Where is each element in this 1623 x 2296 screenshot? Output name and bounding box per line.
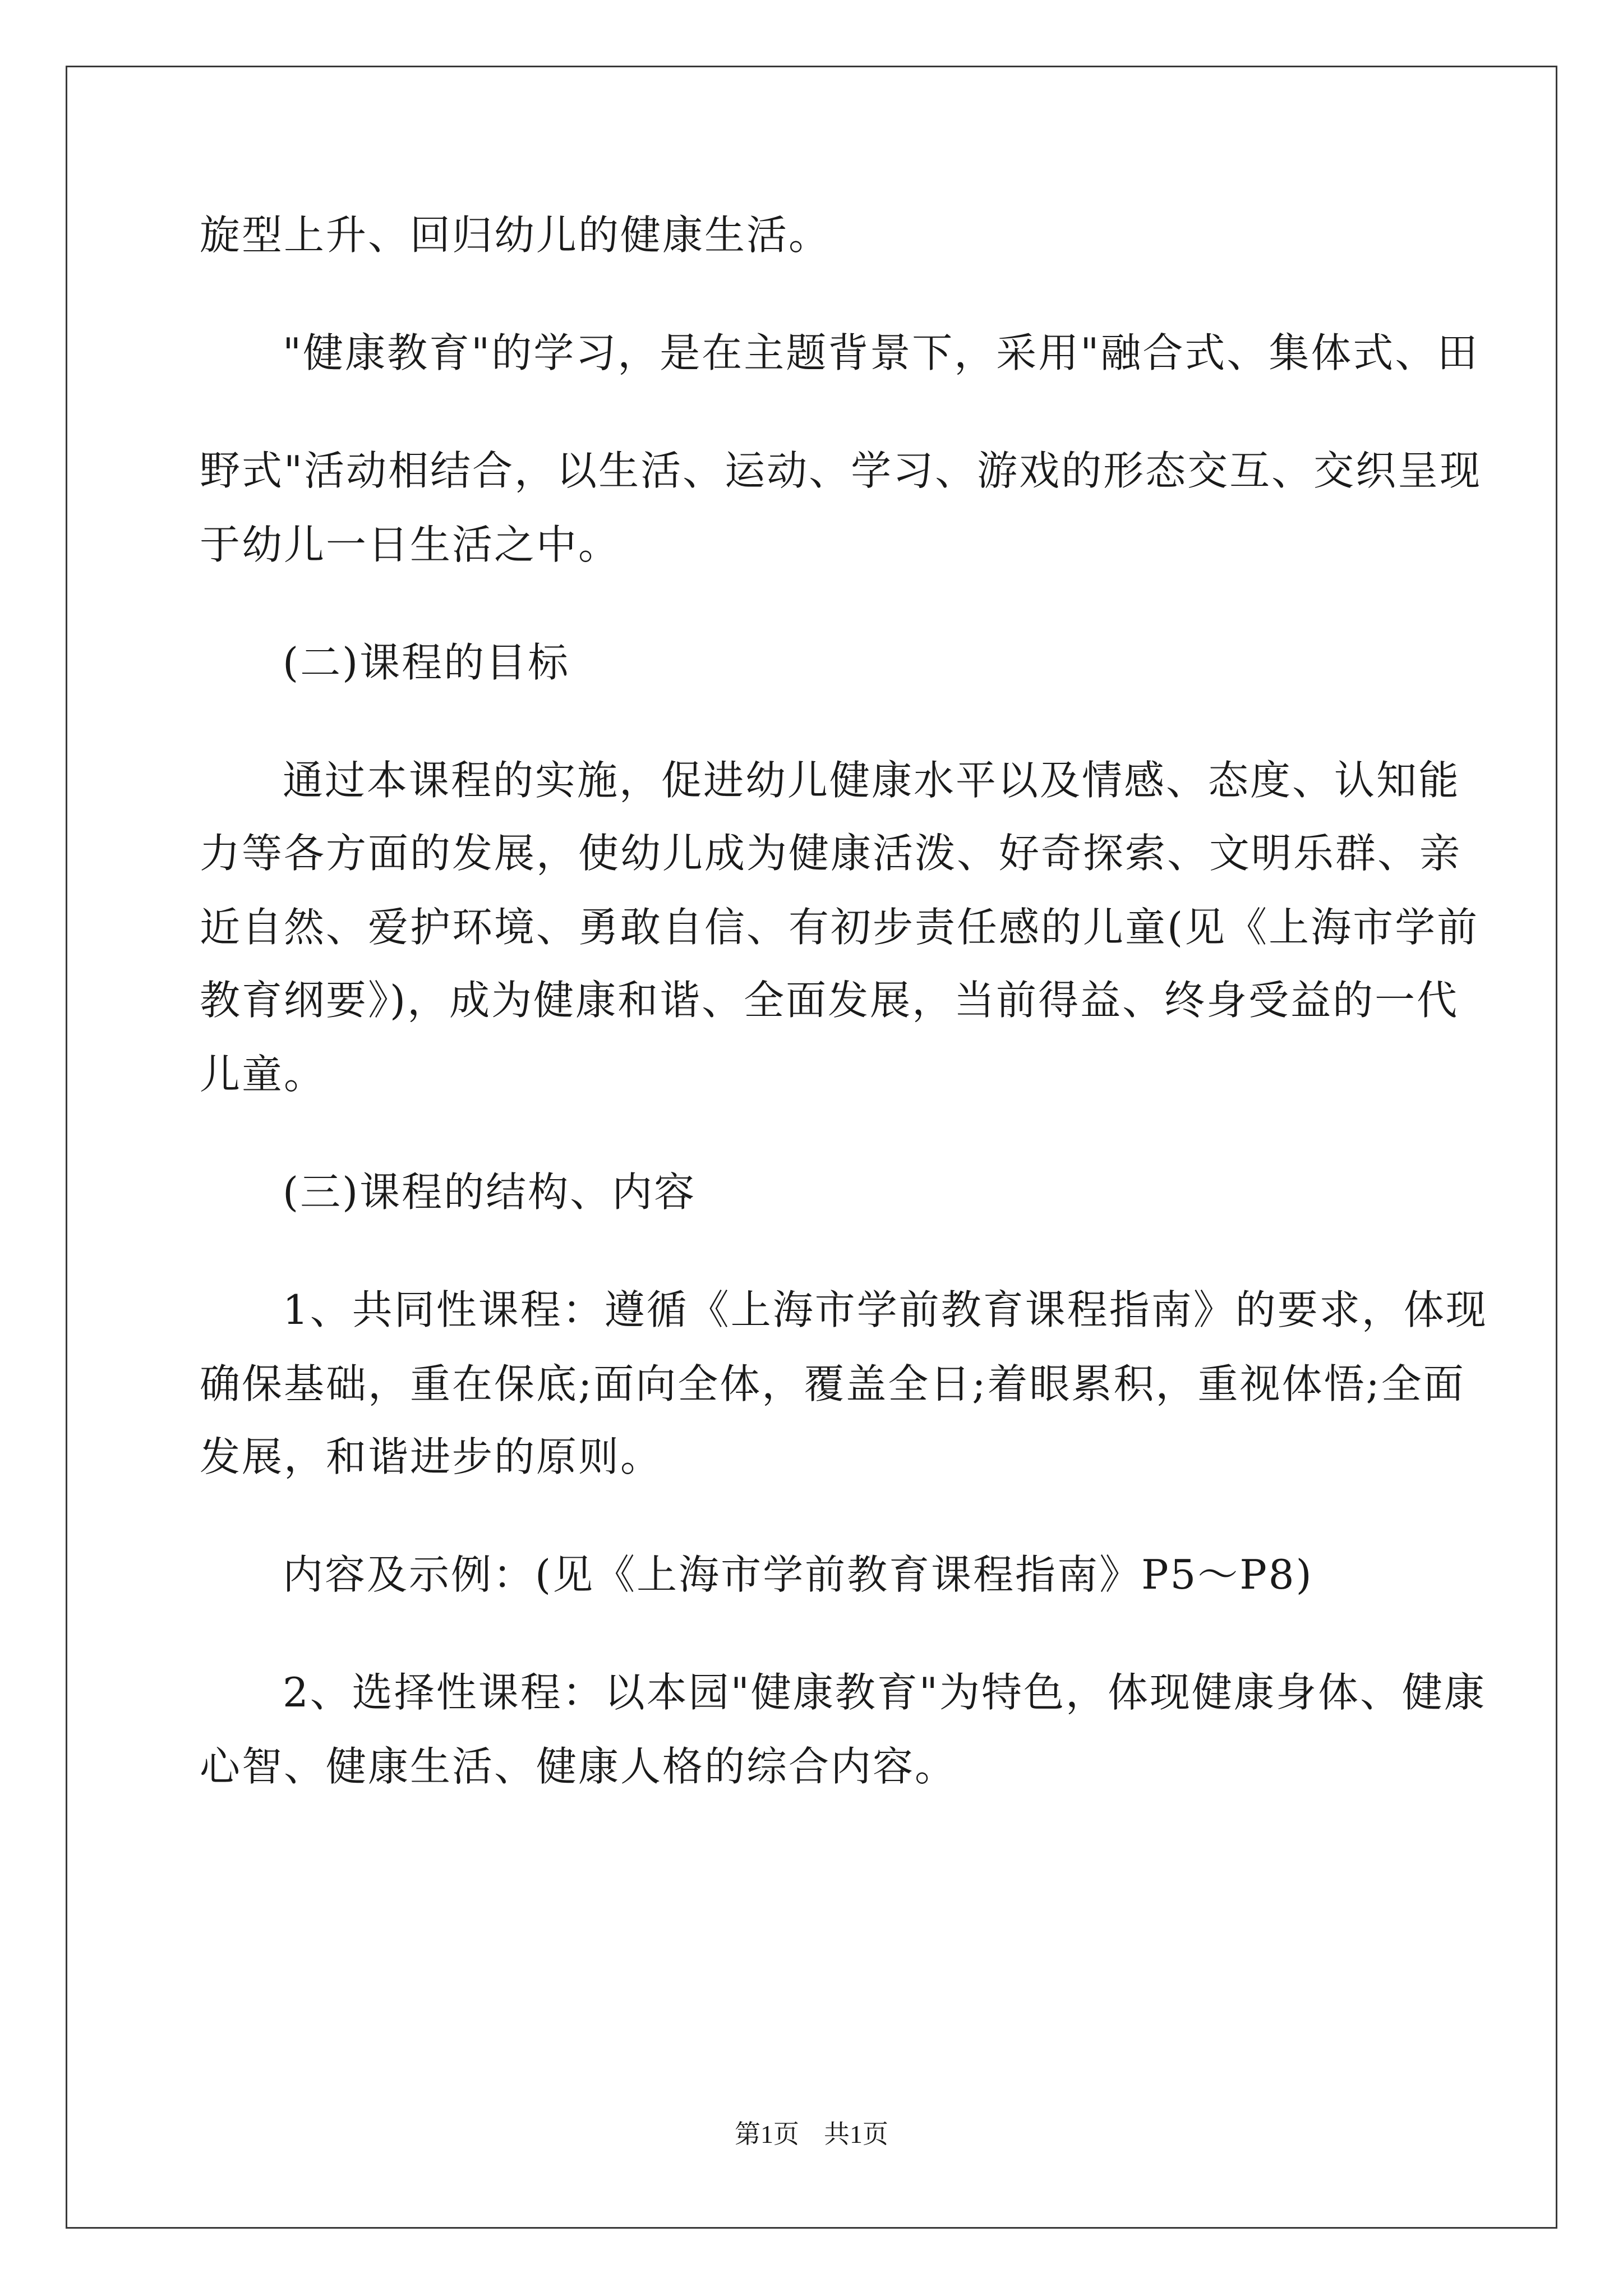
text-line: 旋型上升、回归幼儿的健康生活。 bbox=[200, 211, 831, 259]
text-line: 于幼儿一日生活之中。 bbox=[200, 521, 621, 568]
page-footer bbox=[0, 2119, 1623, 2150]
text-line: 儿童。 bbox=[200, 1051, 326, 1098]
page-number: 第1页 bbox=[735, 2120, 799, 2148]
text-line: 力等各方面的发展，使幼儿成为健康活泼、好奇探索、文明乐群、亲 bbox=[200, 830, 1462, 877]
text-line: 内容及示例：(见《上海市学前教育课程指南》P5～P8) bbox=[283, 1551, 1313, 1598]
text-line: 确保基础，重在保底;面向全体，覆盖全日;着眼累积，重视体悟;全面 bbox=[200, 1360, 1465, 1407]
page-total: 共1页 bbox=[824, 2120, 888, 2148]
section-heading: (二)课程的目标 bbox=[283, 639, 570, 686]
text-line: 2、选择性课程：以本园"健康教育"为特色，体现健康身体、健康 bbox=[283, 1669, 1487, 1716]
text-line: 心智、健康生活、健康人格的综合内容。 bbox=[200, 1743, 957, 1790]
text-line: 野式"活动相结合，以生活、运动、学习、游戏的形态交互、交织呈现 bbox=[200, 447, 1482, 494]
section-heading: (三)课程的结构、内容 bbox=[283, 1168, 697, 1216]
text-line: 1、共同性课程：遵循《上海市学前教育课程指南》的要求，体现 bbox=[283, 1286, 1488, 1333]
text-line: 发展，和谐进步的原则。 bbox=[200, 1433, 663, 1480]
text-line: 教育纲要》)，成为健康和谐、全面发展，当前得益、终身受益的一代 bbox=[200, 977, 1459, 1024]
text-line: 通过本课程的实施，促进幼儿健康水平以及情感、态度、认知能 bbox=[283, 757, 1461, 804]
page-border bbox=[66, 66, 1557, 2229]
text-line: "健康教育"的学习，是在主题背景下，采用"融合式、集体式、田 bbox=[283, 329, 1479, 376]
text-line: 近自然、爱护环境、勇敢自信、有初步责任感的儿童(见《上海市学前 bbox=[200, 904, 1479, 951]
